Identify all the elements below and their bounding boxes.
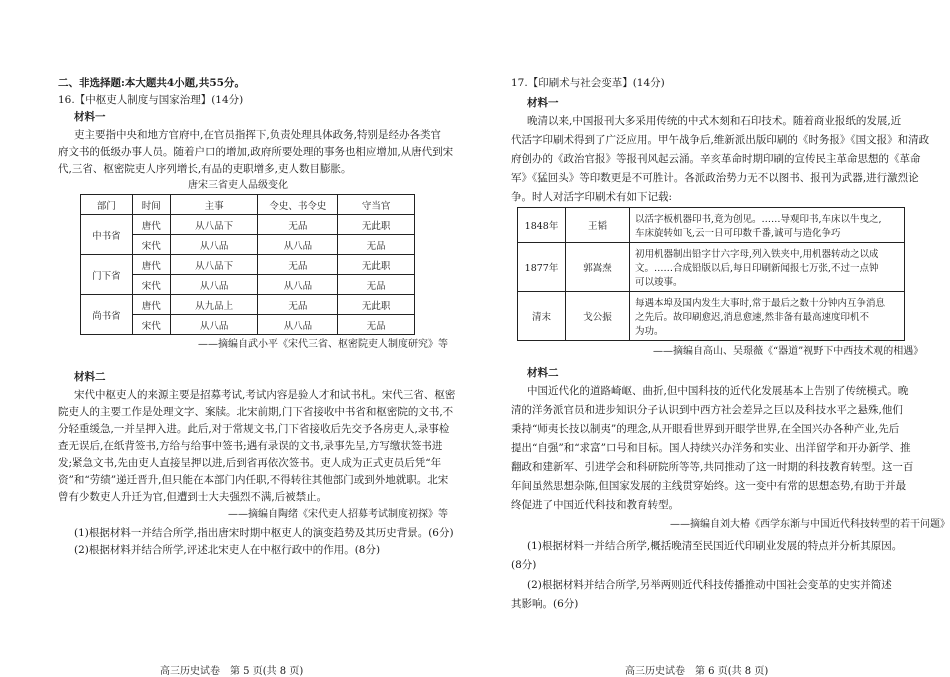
- table-header: 时间: [132, 195, 170, 215]
- table-header: 主事: [170, 195, 258, 215]
- table-cell: 无此职: [338, 295, 415, 315]
- record-person: 戈公振: [566, 292, 630, 341]
- table-cell: 从八品: [170, 275, 258, 295]
- table-header: 守当官: [338, 195, 415, 215]
- record-text-line: 每遇本埠及国内发生大事时,常于最后之数十分钟内互争消息: [635, 298, 886, 309]
- table-cell: 无品: [258, 295, 338, 315]
- record-text-line: 文。……合成铅版以后,每日印刷新闻报七万张,不过一点钟: [635, 263, 879, 274]
- record-text-line: 车床旋转如飞,云一日可印数千番,诚可与造化争巧: [635, 228, 841, 239]
- q17-question1-score: (8分): [511, 559, 537, 571]
- q16-question2: (2)根据材料并结合所学,评述北宋吏人在中枢行政中的作用。(8分): [74, 544, 381, 556]
- table-cell: 从八品: [258, 275, 338, 295]
- table-dept-cell: 中书省: [81, 215, 133, 255]
- table-cell: 从八品下: [170, 215, 258, 235]
- record-text: [630, 243, 905, 292]
- q17-material2-label: 材料二: [527, 367, 559, 379]
- record-text-line: 为功。: [635, 326, 664, 337]
- q17-source1: ——摘编自高山、吴璟薇《“器道”视野下中西技术观的相遇》: [653, 346, 924, 357]
- q16-m2-line: 查无误后,在纸背签书,方给与给事中签书;遇有录误的文书,录事先呈,方写缴状签书进: [58, 440, 443, 452]
- table-dept-cell: 门下省: [81, 255, 133, 295]
- q17-m2-line: 翻政和建新军、引进学会和科研院所等等,共同推动了这一时期的科技教育转型。这一百: [511, 461, 914, 473]
- q16-m2-line: 资”和“劳绩”递迁晋升,但只能在本部门内任职,不得转往其他部门或到外地就职。北宋: [58, 474, 449, 486]
- q17-m2-line: 清的洋务派官员和进步知识分子认识到中西方社会差异之巨以及科技水平之悬殊,他们: [511, 404, 903, 416]
- table-row: [518, 243, 905, 292]
- q16-material1-label: 材料一: [74, 111, 106, 123]
- table-cell: 唐代: [132, 215, 170, 235]
- table-cell: 从八品: [258, 235, 338, 255]
- q17-m1-line: 代活字印刷术得到了广泛应用。甲午战争后,维新派出版印刷的《时务报》《国文报》和清政: [511, 134, 930, 146]
- record-person: 郭嵩焘: [566, 243, 630, 292]
- q17-m2-line: 年间虽然思想杂陈,但国家发展的主线贯穿始终。这一变中有常的思想态势,有助于并最: [511, 480, 907, 492]
- table-cell: 无品: [338, 275, 415, 295]
- q16-source2: ——摘编自陶绪《宋代吏人招募考试制度初探》等: [228, 509, 448, 520]
- q17-question2: (2)根据材料并结合所学,另举两则近代科技传播推动中国社会变革的史实并简述: [527, 579, 892, 591]
- q17-source2: ——摘编自刘大椿《西学东渐与中国近代科技转型的若干问题》: [670, 519, 950, 530]
- table-header: 部门: [81, 195, 133, 215]
- q16-m2-line: 分轻重缓急,一并呈押入进。此后,对于常规文书,门下省接收后先交予各房吏人,录事检: [58, 423, 450, 435]
- table-cell: 从八品: [258, 315, 338, 335]
- table-cell: 从八品: [170, 235, 258, 255]
- q16-m1-line: 吏主要指中央和地方官府中,在官员指挥下,负责处理具体政务,特别是经办各类官: [74, 129, 442, 141]
- record-text-line: 之先后。故印刷愈迟,消息愈速,然非备有最高速度印机不: [635, 312, 870, 323]
- table-cell: 唐代: [132, 255, 170, 275]
- record-text-line: 以活字板机器印书,竟为创见。……导观印书,车床以牛曳之,: [635, 214, 882, 225]
- table-header-row: [81, 195, 415, 215]
- q16-m2-line: 曾有少数吏人升迁为官,但遭到士大夫强烈不满,后被禁止。: [58, 491, 328, 503]
- record-year: 清末: [518, 292, 566, 341]
- table-cell: 从八品: [170, 315, 258, 335]
- table-cell: 无此职: [338, 255, 415, 275]
- table-row: [81, 295, 415, 315]
- q17-m1-line: 争。时人对活字印刷术有如下记载:: [511, 191, 673, 203]
- table-header: 令史、书令史: [258, 195, 338, 215]
- q17-m1-line: 晚清以来,中国报刊大多采用传统的中式木刻和石印技术。随着商业报纸的发展,近: [527, 115, 902, 127]
- q17-m2-line: 秉持“师夷长技以制夷”的理念,从开眼看世界到开眼学世界,在全国兴办各种产业,先后: [511, 423, 900, 435]
- q16-m2-line: 宋代中枢吏人的来源主要是招募考试,考试内容是验人才和试书札。宋代三省、枢密: [74, 389, 456, 401]
- q16-title: 16.【中枢吏人制度与国家治理】(14分): [58, 94, 244, 106]
- q17-m2-line: 中国近代化的道路崎岖、曲折,但中国科技的近代化发展基本上告别了传统模式。晚: [527, 385, 909, 397]
- table-cell: 无品: [338, 315, 415, 335]
- table-cell: 从八品下: [170, 255, 258, 275]
- records-table: [517, 207, 905, 341]
- table-dept-cell: 尚书省: [81, 295, 133, 335]
- table-caption: 唐宋三省吏人品级变化: [188, 180, 288, 191]
- record-text-line: 初用机器制出铅字廿六字母,列入铁夹中,用机器转动之以成: [635, 249, 879, 260]
- record-text: [630, 292, 905, 341]
- record-person: 王韬: [566, 208, 630, 243]
- table-row: [518, 292, 905, 341]
- table-cell: 宋代: [132, 315, 170, 335]
- table-row: [81, 215, 415, 235]
- q17-question1: (1)根据材料一并结合所学,概括晚清至民国近代印刷业发展的特点并分析其原因。: [527, 540, 903, 552]
- q16-m2-line: 院吏人的主要工作是处理文字、案牍。北宋前期,门下省接收中书省和枢密院的文书,不: [58, 406, 454, 418]
- q17-material1-label: 材料一: [527, 97, 559, 109]
- record-text-line: 可以竣事。: [635, 277, 683, 288]
- table-cell: 无品: [338, 235, 415, 255]
- q16-m2-line: 发;紧急文书,先由吏人直接呈押以进,后到省再依次签书。吏人成为正式吏员后凭“年: [58, 457, 442, 469]
- q17-title: 17.【印刷术与社会变革】(14分): [511, 77, 665, 89]
- table-cell: 无此职: [338, 215, 415, 235]
- table-cell: 无品: [258, 215, 338, 235]
- q16-m1-line: 府文书的低级办事人员。随着户口的增加,政府所要处理的事务也相应增加,从唐代到宋: [58, 146, 454, 158]
- right-page: [475, 0, 950, 677]
- q16-question1: (1)根据材料一并结合所学,指出唐宋时期中枢吏人的演变趋势及其历史背景。(6分): [74, 527, 454, 539]
- table-row: [518, 208, 905, 243]
- table-cell: 宋代: [132, 275, 170, 295]
- record-text: [630, 208, 905, 243]
- record-year: 1877年: [518, 243, 566, 292]
- q16-m1-line: 代,三省、枢密院吏人序列增长,有品的吏职增多,吏人数目膨胀。: [58, 163, 352, 175]
- q16-material2-label: 材料二: [74, 371, 106, 383]
- q17-m1-line: 军》《猛回头》等印数更是不可胜计。各派政治势力无不以图书、报刊为武器,进行激烈论: [511, 172, 919, 184]
- table-cell: 唐代: [132, 295, 170, 315]
- table-cell: 宋代: [132, 235, 170, 255]
- q17-m1-line: 府创办的《政治官报》等报刊风起云涌。辛亥革命时期印刷的宣传民主革命思想的《革命: [511, 153, 921, 165]
- table-cell: 从九品上: [170, 295, 258, 315]
- q16-source1: ——摘编自武小平《宋代三省、枢密院吏人制度研究》等: [198, 339, 448, 350]
- left-footer: 高三历史试卷 第 5 页(共 8 页): [160, 666, 304, 677]
- table-cell: 无品: [258, 255, 338, 275]
- q17-question2-tail: 其影响。(6分): [511, 598, 579, 610]
- q17-m2-line: 提出“自强”和“求富”口号和目标。国人持续兴办洋务和实业、出洋留学和开办新学、推: [511, 442, 911, 454]
- section-heading: 二、非选择题:本大题共4小题,共55分。: [58, 77, 245, 89]
- record-year: 1848年: [518, 208, 566, 243]
- table-row: [81, 255, 415, 275]
- rank-table: [80, 194, 415, 335]
- right-footer: 高三历史试卷 第 6 页(共 8 页): [625, 666, 769, 677]
- q17-m2-line: 终促进了中国近代科技和教育转型。: [511, 499, 679, 511]
